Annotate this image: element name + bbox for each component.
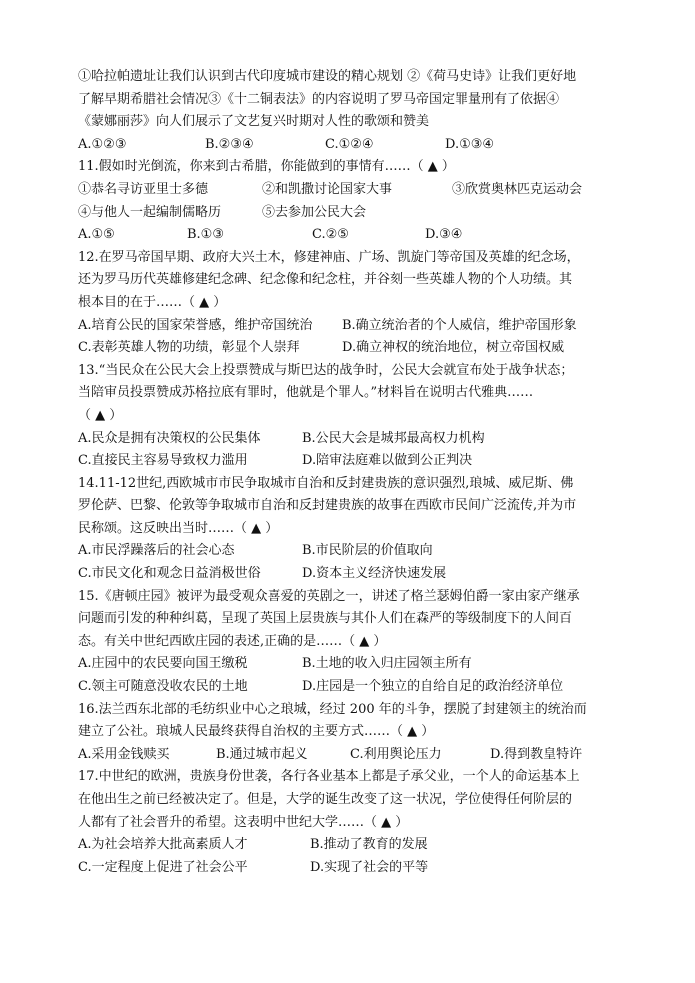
- question-stem: 14.11-12世纪,西欧城市市民争取城市自治和反封建贵族的意识强烈,琅城、威尼斯、佛: [78, 475, 574, 491]
- option-c: C.②⑤: [312, 227, 349, 243]
- question-stem: 罗伦萨、巴黎、伦敦等争取城市自治和反封建贵族的故事在西欧市民间广泛流传,并为市: [78, 498, 577, 514]
- question-stem: 16.法兰西东北部的毛纺织业中心之琅城，经过 200 年的斗争，摆脱了封建领主的统治而: [78, 701, 587, 717]
- option-a: A.民众是拥有决策权的公民集体: [78, 430, 261, 446]
- option-b: B.通过城市起义: [216, 746, 308, 762]
- question-stem: 民称颂。这反映出当时……（ ▲ ）: [78, 520, 279, 536]
- option-d: D.①③④: [445, 136, 495, 152]
- answer-options: [78, 450, 626, 473]
- question-stem: 当陪审员投票赞成苏格拉底有罪时，他就是个罪人。”材料旨在说明古代雅典……: [78, 385, 534, 401]
- option-a: A.①②③: [78, 136, 127, 152]
- option-b: B.①③: [187, 227, 224, 243]
- option-c: C.领主可随意没收农民的土地: [78, 679, 248, 695]
- question-stem: 15.《唐顿庄园》被评为最受观众喜爱的英剧之一，讲述了格兰瑟姆伯爵一家由家产继承: [78, 588, 580, 604]
- statement-item: ③欣赏奥林匹克运动会: [452, 181, 583, 197]
- statement-items: [78, 202, 626, 225]
- answer-options: [78, 315, 626, 338]
- answer-options: [78, 653, 626, 676]
- question-stem: 在他出生之前已经被决定了。但是，大学的诞生改变了这一状况，学位使得任何阶层的: [78, 792, 573, 807]
- statement-item: ④与他人一起编制儒略历: [78, 204, 222, 220]
- statement-item: ①恭名寻访亚里士多德: [78, 181, 209, 197]
- option-b: B.市民阶层的价值取向: [302, 543, 433, 559]
- option-c: C.表彰英雄人物的功绩，彰显个人崇拜: [78, 340, 300, 356]
- answer-options: [78, 134, 626, 157]
- option-d: D.实现了社会的平等: [310, 859, 429, 875]
- statement-items: [78, 179, 626, 202]
- answer-options: [78, 857, 626, 880]
- question-stem: 还为罗马历代英雄修建纪念碑、纪念像和纪念柱，并谷刻一些英雄人物的个人功绩。其: [78, 272, 573, 288]
- question-15: [78, 586, 626, 699]
- option-a: A.庄园中的农民要向国王缴税: [78, 656, 248, 672]
- statement-line: ①哈拉帕遗址让我们认识到古代印度城市建设的精心规划 ②《荷马史诗》让我们更好地: [78, 69, 577, 84]
- question-11: [78, 156, 626, 246]
- question-stem: 17.中世纪的欧洲，贵族身份世袭，各行各业基本上都是子承父业，一个人的命运基本上: [78, 769, 580, 785]
- option-d: D.③④: [425, 227, 463, 243]
- question-12: [78, 247, 626, 360]
- option-a: A.为社会培养大批高素质人才: [78, 837, 248, 853]
- statement-item: ⑤去参加公民大会: [262, 204, 367, 220]
- question-stem: 13.“当民众在公民大会上投票赞成与斯巴达的战争时，公民大会就宣布处于战争状态；: [78, 362, 574, 378]
- option-b: B.②③④: [205, 136, 254, 152]
- option-c: C.一定程度上促进了社会公平: [78, 859, 248, 875]
- question-17: [78, 766, 626, 879]
- option-a: A.培育公民的国家荣誉感，维护帝国统治: [78, 317, 313, 333]
- question-stem: 根本目的在于……（ ▲ ）: [78, 294, 227, 310]
- statement-item: ②和凯撒讨论国家大事: [262, 181, 393, 197]
- option-c: C.利用舆论压力: [350, 746, 442, 762]
- answer-options: [78, 224, 626, 247]
- question-stem: 态。有关中世纪西欧庄园的表述,正确的是……（ ▲ ）: [78, 633, 387, 649]
- answer-options: [78, 540, 626, 563]
- option-d: D.资本主义经济快速发展: [302, 566, 447, 582]
- question-14: [78, 473, 626, 586]
- answer-options: [78, 428, 626, 451]
- answer-options: [78, 676, 626, 699]
- answer-options: [78, 834, 626, 857]
- statement-line: 《蒙娜丽莎》向人们展示了文艺复兴时期对人性的歌颂和赞美: [78, 114, 430, 130]
- option-d: D.得到教皇特许: [490, 746, 583, 762]
- statement-line: 了解早期希腊社会情况③《十二铜表法》的内容说明了罗马帝国定罪量刑有了依据④: [78, 91, 560, 107]
- option-d: D.确立神权的统治地位，树立帝国权威: [342, 340, 565, 356]
- question-10-tail: [78, 66, 626, 156]
- question-stem: 11.假如时光倒流，你来到古希腊，你能做到的事情有……（ ▲ ）: [78, 159, 455, 175]
- question-stem: 建立了公社。琅城人民最终获得自治权的主要方式……（ ▲ ）: [78, 724, 435, 740]
- answer-options: [78, 337, 626, 360]
- question-stem: 问题而引发的种种纠葛，呈现了英国上层贵族与其仆人们在森严的等级制度下的人间百: [78, 611, 573, 627]
- question-stem: 人都有了社会晋升的希望。这表明中世纪大学……（ ▲ ）: [78, 814, 409, 830]
- option-a: A.采用金钱赎买: [78, 746, 170, 762]
- option-b: B.推动了教育的发展: [310, 837, 428, 853]
- option-b: B.土地的收入归庄园领主所有: [302, 656, 472, 672]
- question-stem: 12.在罗马帝国早期、政府大兴土木，修建神庙、广场、凯旋门等帝国及英雄的纪念场，: [78, 249, 580, 265]
- option-c: C.直接民主容易导致权力滥用: [78, 453, 248, 469]
- option-c: C.市民文化和观念日益消极世俗: [78, 566, 261, 582]
- option-a: A.①⑤: [78, 227, 115, 243]
- question-stem: （ ▲ ）: [78, 407, 123, 423]
- option-b: B.公民大会是城邦最高权力机构: [302, 430, 485, 446]
- answer-options: [78, 563, 626, 586]
- question-13: [78, 360, 626, 473]
- option-b: B.确立统治者的个人威信，维护帝国形象: [342, 317, 577, 333]
- option-c: C.①②④: [325, 136, 374, 152]
- answer-options: [78, 744, 626, 767]
- question-16: [78, 699, 626, 767]
- exam-page: [78, 66, 626, 879]
- option-d: D.陪审法庭难以做到公正判决: [302, 453, 473, 469]
- option-a: A.市民浮躁落后的社会心态: [78, 543, 235, 559]
- option-d: D.庄园是一个独立的自给自足的政治经济单位: [302, 679, 564, 695]
